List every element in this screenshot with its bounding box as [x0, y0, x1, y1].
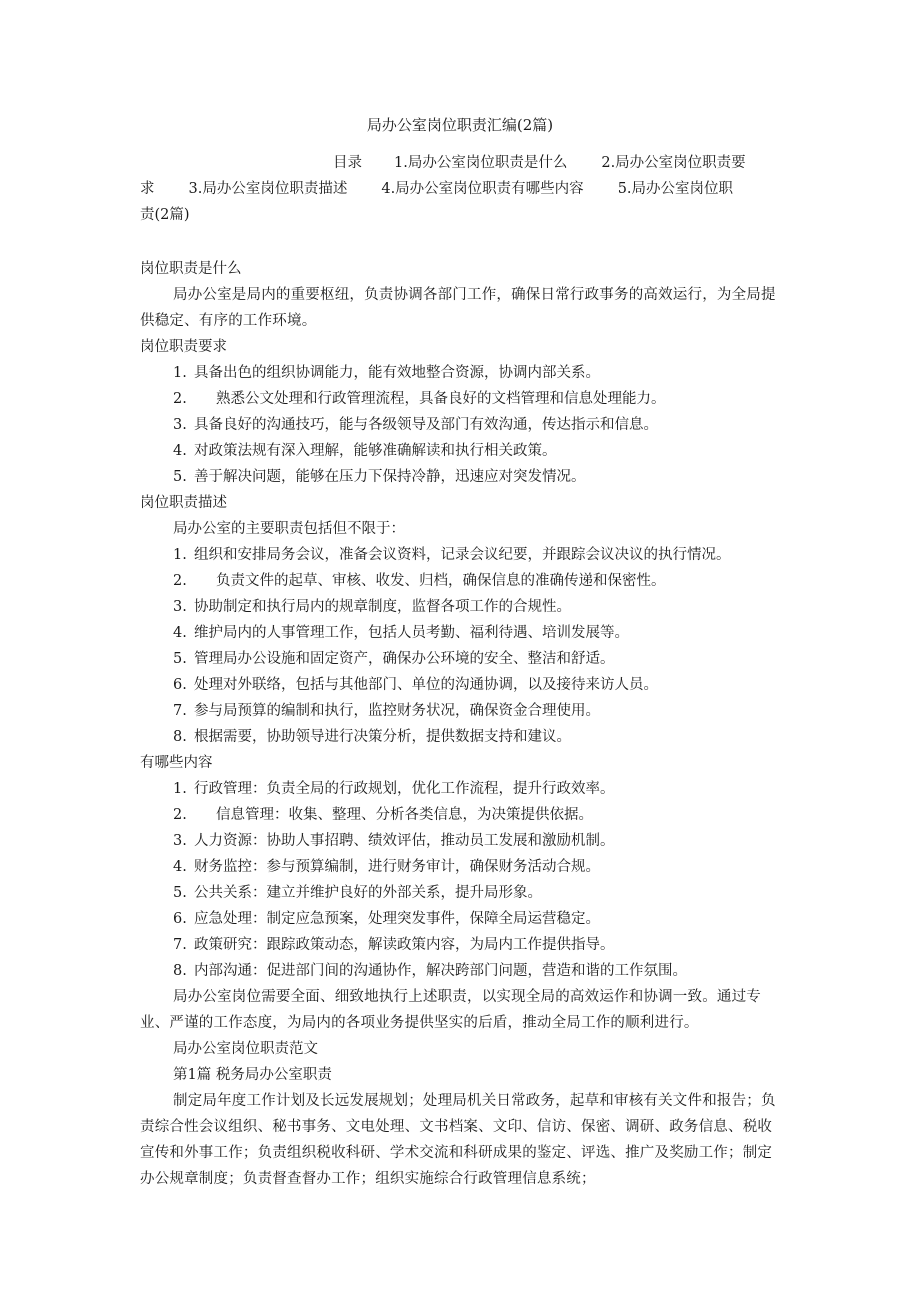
- list-item: [140, 438, 785, 464]
- list-text: 根据需要，协助领导进行决策分析，提供数据支持和建议。: [194, 729, 571, 745]
- list-number: 8.: [173, 963, 187, 979]
- list-text: 熟悉公文处理和行政管理流程，具备良好的文档管理和信息处理能力。: [216, 391, 666, 407]
- list-item: [140, 958, 785, 984]
- list-text: 人力资源：协助人事招聘、绩效评估，推动员工发展和激励机制。: [194, 833, 615, 849]
- toc-line-3: [140, 202, 785, 228]
- document-body: [140, 256, 785, 1192]
- document-title: 局办公室岗位职责汇编(2篇): [366, 116, 554, 134]
- list-item: [140, 568, 785, 594]
- list-text: 维护局内的人事管理工作，包括人员考勤、福利待遇、培训发展等。: [194, 625, 629, 641]
- list-number: 4.: [173, 443, 187, 459]
- list-number: 8.: [173, 729, 187, 745]
- sample-subheading: 第1篇 税务局办公室职责: [173, 1067, 332, 1083]
- list-item: [140, 724, 785, 750]
- list-item: [140, 542, 785, 568]
- paragraph: 局办公室是局内的重要枢纽，负责协调各部门工作，确保日常行政事务的高效运行，为全局提供稳定、有序的工作环境。: [140, 287, 776, 329]
- list-number: 1.: [173, 781, 187, 797]
- list-item: [140, 802, 785, 828]
- list-text: 应急处理：制定应急预案，处理突发事件，保障全局运营稳定。: [194, 911, 600, 927]
- list-text: 善于解决问题，能够在压力下保持冷静，迅速应对突发情况。: [194, 469, 586, 485]
- list-text: 内部沟通：促进部门间的沟通协作，解决跨部门问题，营造和谐的工作氛围。: [194, 963, 687, 979]
- list-number: 6.: [173, 677, 187, 693]
- list-number: 2.: [173, 807, 187, 823]
- list-item: [140, 906, 785, 932]
- sample-paragraph: 制定局年度工作计划及长远发展规划；处理局机关日常政务，起草和审核有关文件和报告；负责综合性会议组织、秘书事务、文电处理、文书档案、文印、信访、保密、调研、政务信息、税收宣传和外事工作；负责组织税收科研、学术交流和科研成果的鉴定、评选、推广及奖励工作；制定办公规章制度；负责督查督办工作；组织实施综合行政管理信息系统；: [140, 1093, 776, 1187]
- list-item: [140, 412, 785, 438]
- list-number: 7.: [173, 937, 187, 953]
- list-item: [140, 360, 785, 386]
- list-number: 1.: [173, 365, 187, 381]
- list-number: 2.: [173, 391, 187, 407]
- list-number: 1.: [173, 547, 187, 563]
- list-text: 处理对外联络，包括与其他部门、单位的沟通协调，以及接待来访人员。: [194, 677, 658, 693]
- list-item: [140, 594, 785, 620]
- toc-item-3[interactable]: 3.局办公室岗位职责描述: [188, 181, 348, 197]
- list-text: 管理局办公设施和固定资产，确保办公环境的安全、整洁和舒适。: [194, 651, 615, 667]
- list-text: 负责文件的起草、审核、收发、归档，确保信息的准确传递和保密性。: [216, 573, 666, 589]
- list-number: 5.: [173, 885, 187, 901]
- toc-item-5-end[interactable]: 责(2篇): [140, 207, 190, 223]
- list-text: 财务监控：参与预算编制，进行财务审计，确保财务活动合规。: [194, 859, 600, 875]
- list-number: 4.: [173, 625, 187, 641]
- list-text: 组织和安排局务会议，准备会议资料，记录会议纪要，并跟踪会议决议的执行情况。: [194, 547, 731, 563]
- list-text: 参与局预算的编制和执行，监控财务状况，确保资金合理使用。: [194, 703, 600, 719]
- list-text: 行政管理：负责全局的行政规划，优化工作流程，提升行政效率。: [194, 781, 615, 797]
- list-number: 6.: [173, 911, 187, 927]
- list-text: 对政策法规有深入理解，能够准确解读和执行相关政策。: [194, 443, 557, 459]
- toc-line-1: [140, 150, 785, 176]
- list-item: [140, 880, 785, 906]
- list-number: 5.: [173, 469, 187, 485]
- toc-item-2-part[interactable]: 2.局办公室岗位职责要: [601, 155, 746, 171]
- list-text: 信息管理：收集、整理、分析各类信息，为决策提供依据。: [216, 807, 593, 823]
- list-number: 3.: [173, 599, 187, 615]
- section-heading: 岗位职责是什么: [140, 261, 242, 277]
- list-text: 具备良好的沟通技巧，能与各级领导及部门有效沟通，传达指示和信息。: [194, 417, 658, 433]
- list-number: 7.: [173, 703, 187, 719]
- list-number: 5.: [173, 651, 187, 667]
- list-number: 2.: [173, 573, 187, 589]
- list-item: [140, 386, 785, 412]
- sample-heading: 局办公室岗位职责范文: [173, 1041, 318, 1057]
- list-number: 3.: [173, 833, 187, 849]
- section-heading: 岗位职责描述: [140, 495, 227, 511]
- section-heading: 有哪些内容: [140, 755, 213, 771]
- list-item: [140, 646, 785, 672]
- list-text: 政策研究：跟踪政策动态，解读政策内容，为局内工作提供指导。: [194, 937, 615, 953]
- toc-item-4[interactable]: 4.局办公室岗位职责有哪些内容: [381, 181, 584, 197]
- list-text: 公共关系：建立并维护良好的外部关系，提升局形象。: [194, 885, 542, 901]
- section-heading: 岗位职责要求: [140, 339, 227, 355]
- toc-item-1[interactable]: 1.局办公室岗位职责是什么: [394, 155, 568, 171]
- list-text: 协助制定和执行局内的规章制度，监督各项工作的合规性。: [194, 599, 571, 615]
- list-item: [140, 672, 785, 698]
- list-number: 4.: [173, 859, 187, 875]
- toc-line-2: [140, 176, 785, 202]
- toc-item-2-end[interactable]: 求: [140, 181, 155, 197]
- summary-paragraph: 局办公室岗位需要全面、细致地执行上述职责，以实现全局的高效运作和协调一致。通过专业、严谨的工作态度，为局内的各项业务提供坚实的后盾，推动全局工作的顺利进行。: [140, 989, 761, 1031]
- list-number: 3.: [173, 417, 187, 433]
- list-item: [140, 620, 785, 646]
- list-item: [140, 698, 785, 724]
- toc-label: 目录: [333, 155, 362, 171]
- section-intro: 局办公室的主要职责包括但不限于：: [173, 521, 405, 537]
- list-text: 具备出色的组织协调能力，能有效地整合资源，协调内部关系。: [194, 365, 600, 381]
- list-item: [140, 828, 785, 854]
- list-item: [140, 464, 785, 490]
- toc-item-5-part[interactable]: 5.局办公室岗位职: [617, 181, 734, 197]
- list-item: [140, 776, 785, 802]
- table-of-contents: [140, 150, 785, 228]
- list-item: [140, 854, 785, 880]
- list-item: [140, 932, 785, 958]
